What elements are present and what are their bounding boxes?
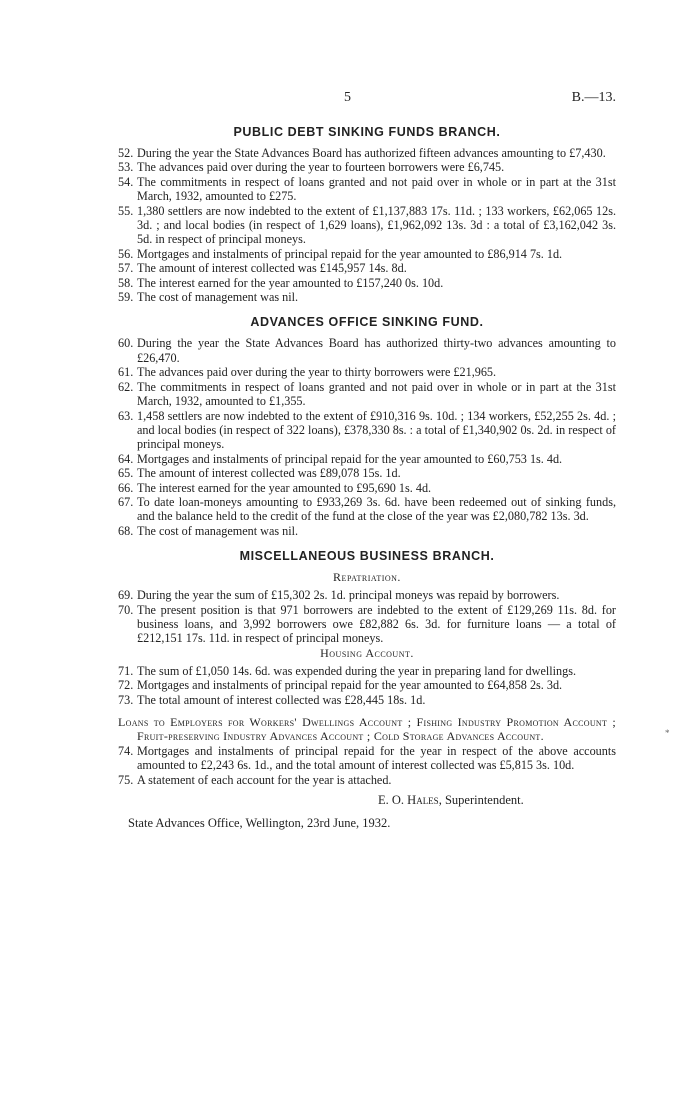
- paragraph: 66. The interest earned for the year amounted to £95,690 1s. 4d.: [118, 480, 432, 495]
- paragraph: 64. Mortgages and instalments of principal repaid for the year amounted to £60,753 1s. 4d.: [118, 451, 563, 466]
- paragraph: 67. To date loan-moneys amounting to £933,269 3s. 6d. have been redeemed out of sinking funds, and the balance held to the credit of the fund at the close of the year was £2,080,782 13s. 3d.: [118, 494, 616, 524]
- paragraph: 73. The total amount of interest collected was £28,445 18s. 1d.: [118, 692, 426, 707]
- paragraph: 53. The advances paid over during the year to fourteen borrowers were £6,745.: [118, 160, 505, 175]
- paragraph: 71. The sum of £1,050 14s. 6d. was expended during the year in preparing land for dwellings.: [118, 663, 576, 678]
- signature: [378, 793, 616, 808]
- page-number: 5: [344, 90, 351, 105]
- paragraph: 70. The present position is that 971 borrowers are indebted to the extent of £129,269 11s. 8d. for business loans, and 3,992 borrowers owe £82,882 6s. 3d. for furniture loans — a total of £212,151 17s. 11d. in respect of principal moneys.: [118, 602, 616, 646]
- subtitle-repatriation: Repatriation.: [333, 570, 401, 585]
- document-reference: B.—13.: [571, 90, 616, 105]
- paragraph: 65. The amount of interest collected was £89,078 15s. 1d.: [118, 466, 401, 481]
- section-public-debt: [118, 146, 616, 304]
- paragraph: 59. The cost of management was nil.: [118, 290, 299, 305]
- signatory-title: , Superintendent.: [438, 793, 524, 808]
- section-miscellaneous: [118, 570, 616, 787]
- paragraph: 75. A statement of each account for the year is attached.: [118, 772, 392, 787]
- page-content: [118, 125, 616, 831]
- loans-accounts-heading: Loans to Employers for Workers' Dwellings Account ; Fishing Industry Promotion Account ; Fruit-preserving Industry Advances Account ; Cold Storage Advances Account.: [118, 715, 616, 744]
- section-advances-office: [118, 336, 616, 538]
- section-title-advances-office: ADVANCES OFFICE SINKING FUND.: [250, 315, 484, 330]
- paragraph: 52. During the year the State Advances Board has authorized fifteen advances amounting to £7,430.: [118, 146, 606, 160]
- paragraph: 57. The amount of interest collected was £145,957 14s. 8d.: [118, 261, 407, 276]
- paragraph: 60. During the year the State Advances Board has authorized thirty-two advances amounting to £26,470.: [118, 336, 616, 365]
- section-title-miscellaneous: MISCELLANEOUS BUSINESS BRANCH.: [239, 549, 495, 564]
- section-title-public-debt: PUBLIC DEBT SINKING FUNDS BRANCH.: [233, 125, 501, 139]
- office-date-line: State Advances Office, Wellington, 23rd June, 1932.: [128, 816, 391, 831]
- signatory-name: E. O. Hales: [378, 793, 439, 808]
- paragraph: 62. The commitments in respect of loans granted and not paid over in whole or in part at the 31st March, 1932, amounted to £1,355.: [118, 379, 616, 409]
- paragraph: 72. Mortgages and instalments of principal repaid for the year amounted to £64,858 2s. 3d.: [118, 678, 563, 693]
- margin-mark: *: [665, 728, 670, 738]
- paragraph: 68. The cost of management was nil.: [118, 523, 299, 538]
- paragraph: 58. The interest earned for the year amounted to £157,240 0s. 10d.: [118, 275, 444, 290]
- paragraph: 63. 1,458 settlers are now indebted to the extent of £910,316 9s. 10d. ; 134 workers, £52,255 2s. 4d. ; and local bodies (in respect of 322 loans), £378,330 8s. : a total of £1,340,902 0s. 2d. in respect of principal moneys.: [118, 408, 616, 452]
- page-header: [118, 90, 616, 110]
- paragraph: 61. The advances paid over during the year to thirty borrowers were £21,965.: [118, 365, 497, 380]
- subtitle-housing-account: Housing Account.: [320, 645, 414, 660]
- paragraph: 74. Mortgages and instalments of principal repaid for the year in respect of the above accounts amounted to £2,243 6s. 1d., and the total amount of interest collected was £5,815 3s. 10d.: [118, 743, 616, 773]
- paragraph: 55. 1,380 settlers are now indebted to the extent of £1,137,883 17s. 11d. ; 133 workers, £62,065 12s. 3d. ; and local bodies (in respect of 1,629 loans), £1,962,092 13s. 3d : a total of £3,162,042 3s. 5d. in respect of principal moneys.: [118, 203, 616, 247]
- paragraph: 56. Mortgages and instalments of principal repaid for the year amounted to £86,914 7s. 1d.: [118, 246, 563, 261]
- paragraph: 69. During the year the sum of £15,302 2s. 1d. principal moneys was repaid by borrowers.: [118, 588, 560, 603]
- paragraph: 54. The commitments in respect of loans granted and not paid over in whole or in part at the 31st March, 1932, amounted to £275.: [118, 174, 616, 204]
